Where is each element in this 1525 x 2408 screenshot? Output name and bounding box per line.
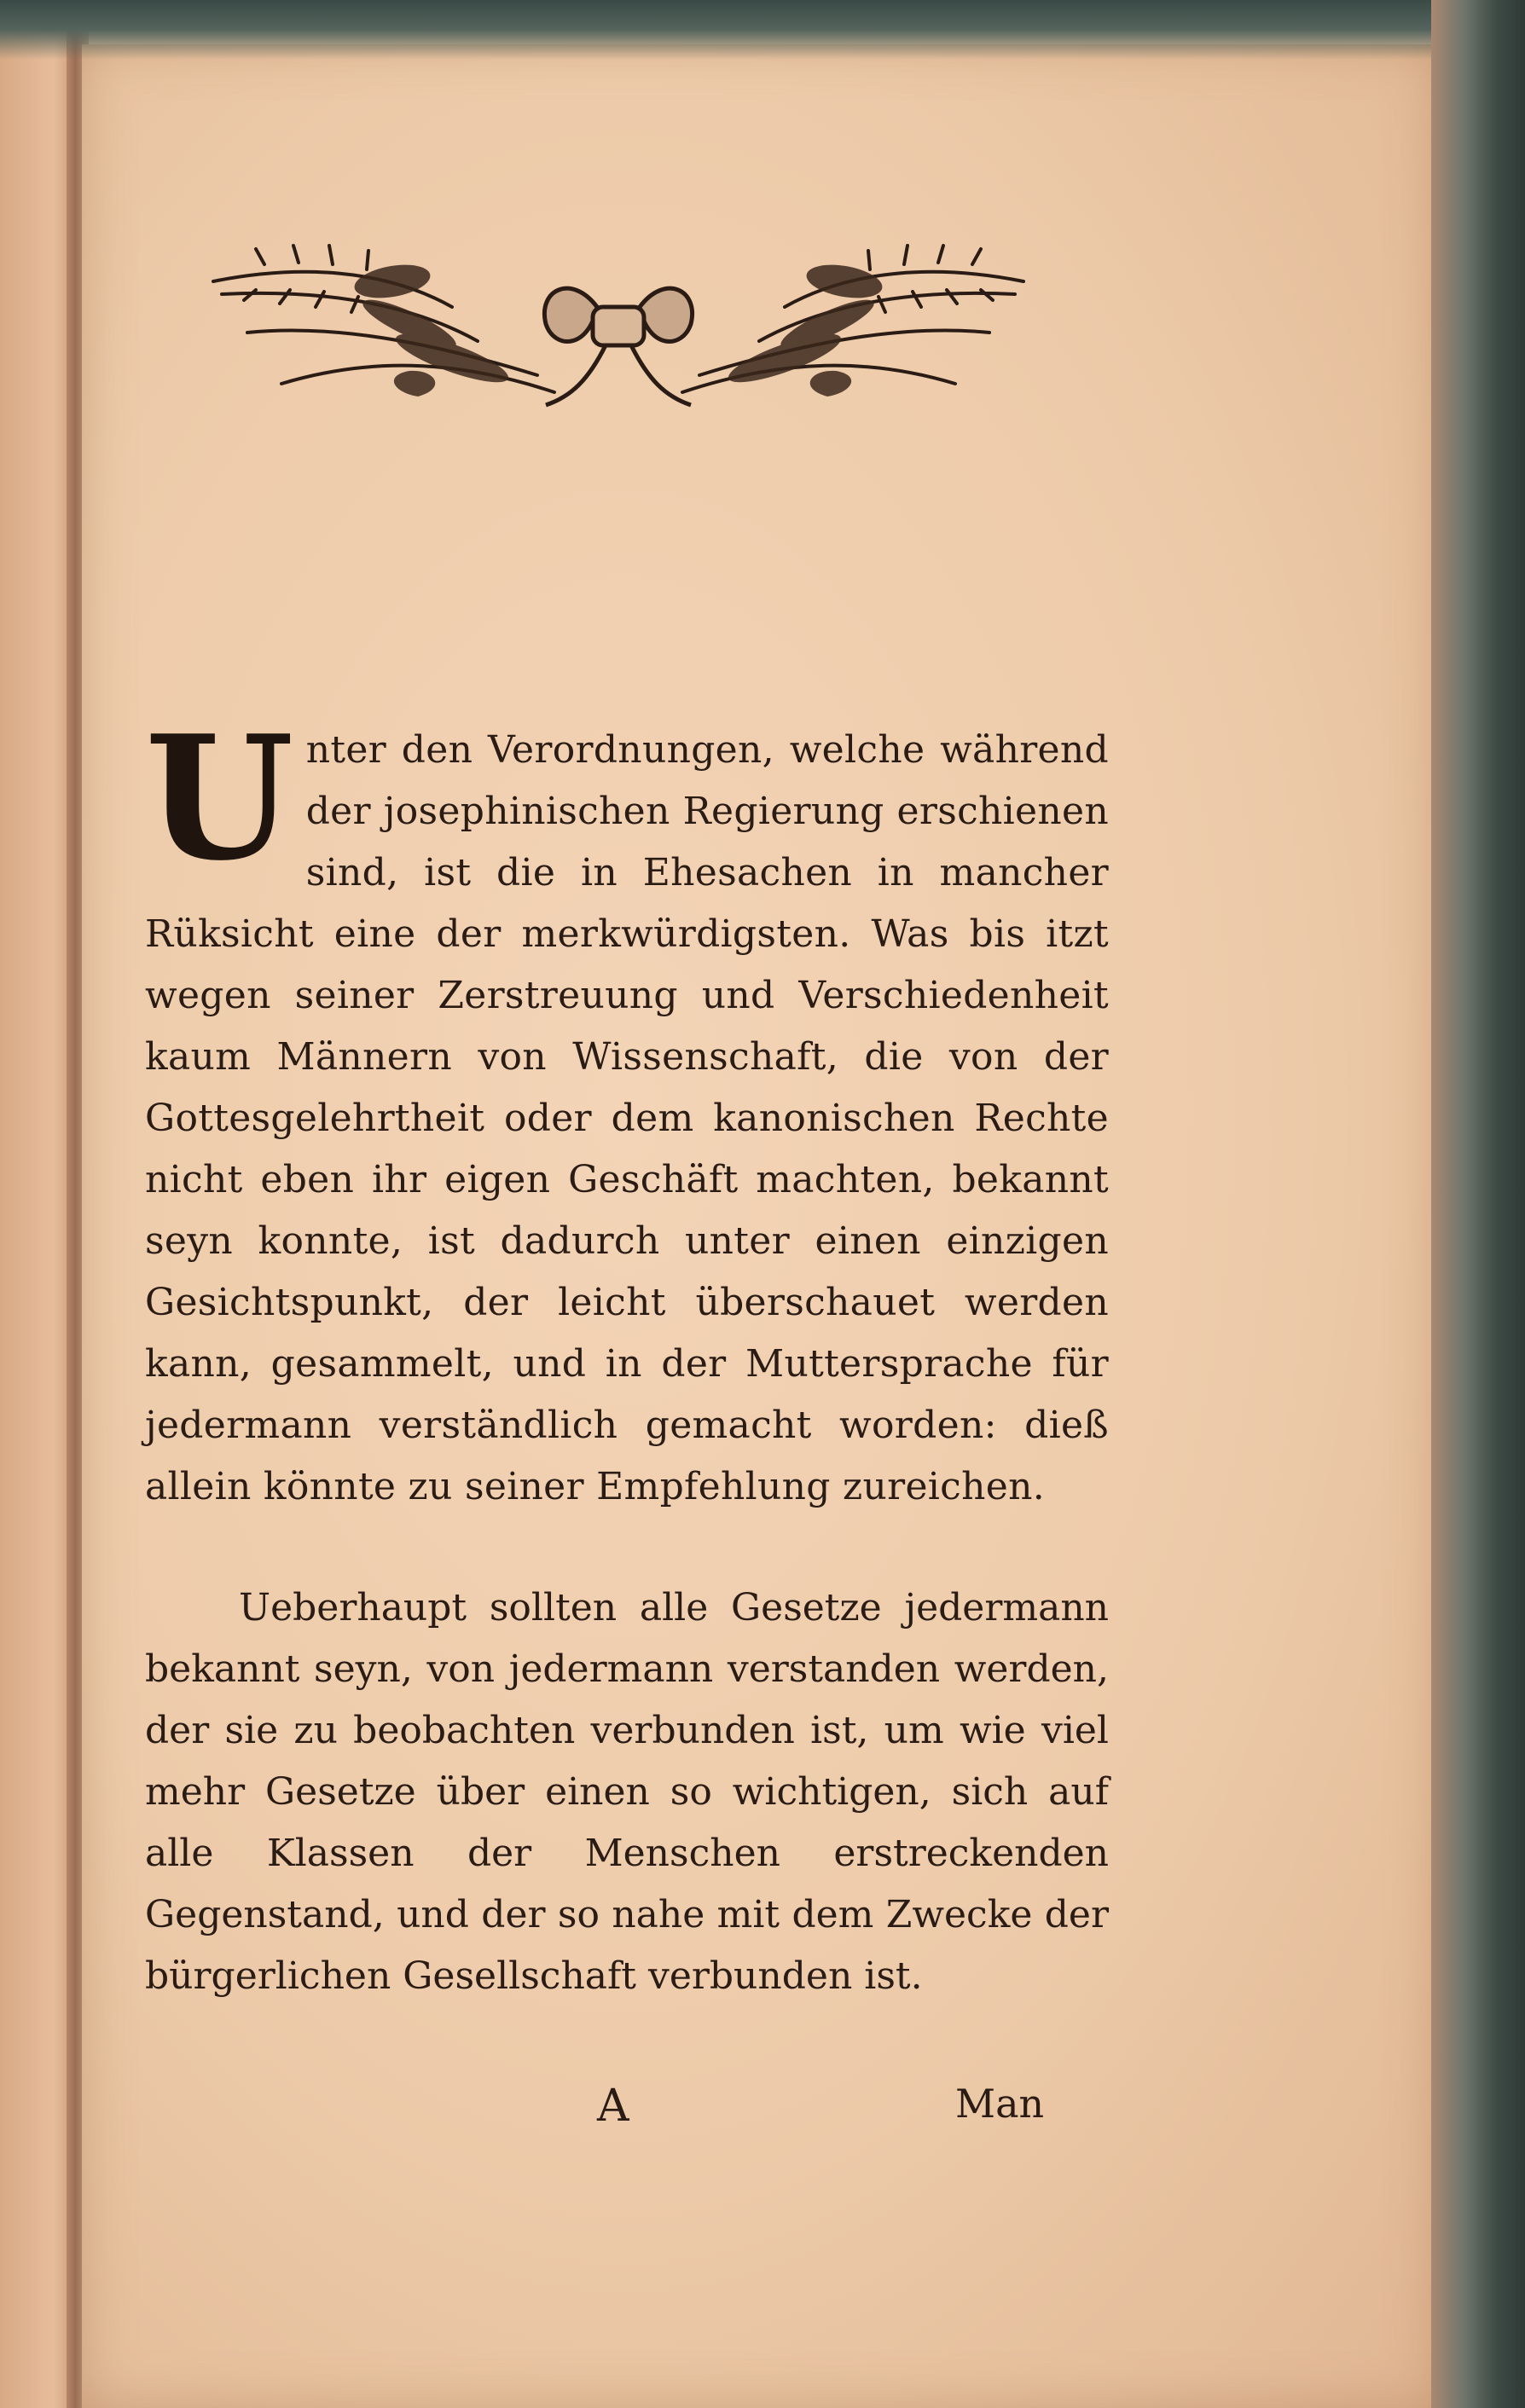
catchword: Man bbox=[955, 2081, 1045, 2127]
paragraph-1-text: nter den Verordnungen, welche während der josephinischen Regierung erschienen sind, ist die in Ehesachen in mancher Rüksicht eine der merkwürdigsten. Was bis itzt wegen seiner Zerstreuung und Verschiedenheit kaum Männern von Wissenschaft, die von der Gottesgelehrtheit oder dem kanonischen Rechte nicht eben ihr eigen Geschäft machten, bekannt seyn konnte, ist dadurch unter einen einzigen Gesichtspunkt, der leicht überschauet werden kann, gesammelt, und in der Muttersprache für jedermann verständlich gemacht worden: dieß allein könnte zu seiner Empfehlung zureichen. bbox=[145, 728, 1109, 1508]
ornament-vignette-icon bbox=[196, 230, 1041, 435]
signature-mark: A bbox=[597, 2081, 629, 2132]
paragraph-2: Ueberhaupt sollten alle Gesetze jedermann bekannt seyn, von jedermann verstanden werden, der sie zu beobachten verbunden ist, um wie viel mehr Gesetze über einen so wichtigen, sich auf alle Klassen der Menschen erstreckenden Gegenstand, und der so nahe mit dem Zwecke der bürgerlichen Gesellschaft verbunden ist. bbox=[145, 1586, 1109, 1998]
book-cover-top-edge bbox=[0, 0, 1525, 60]
body-text bbox=[145, 682, 1109, 2045]
drop-cap: U bbox=[145, 698, 294, 899]
book-cover-right-edge bbox=[1431, 0, 1525, 2408]
facing-page-edge bbox=[0, 0, 77, 2408]
paragraph-1 bbox=[145, 698, 1109, 1518]
